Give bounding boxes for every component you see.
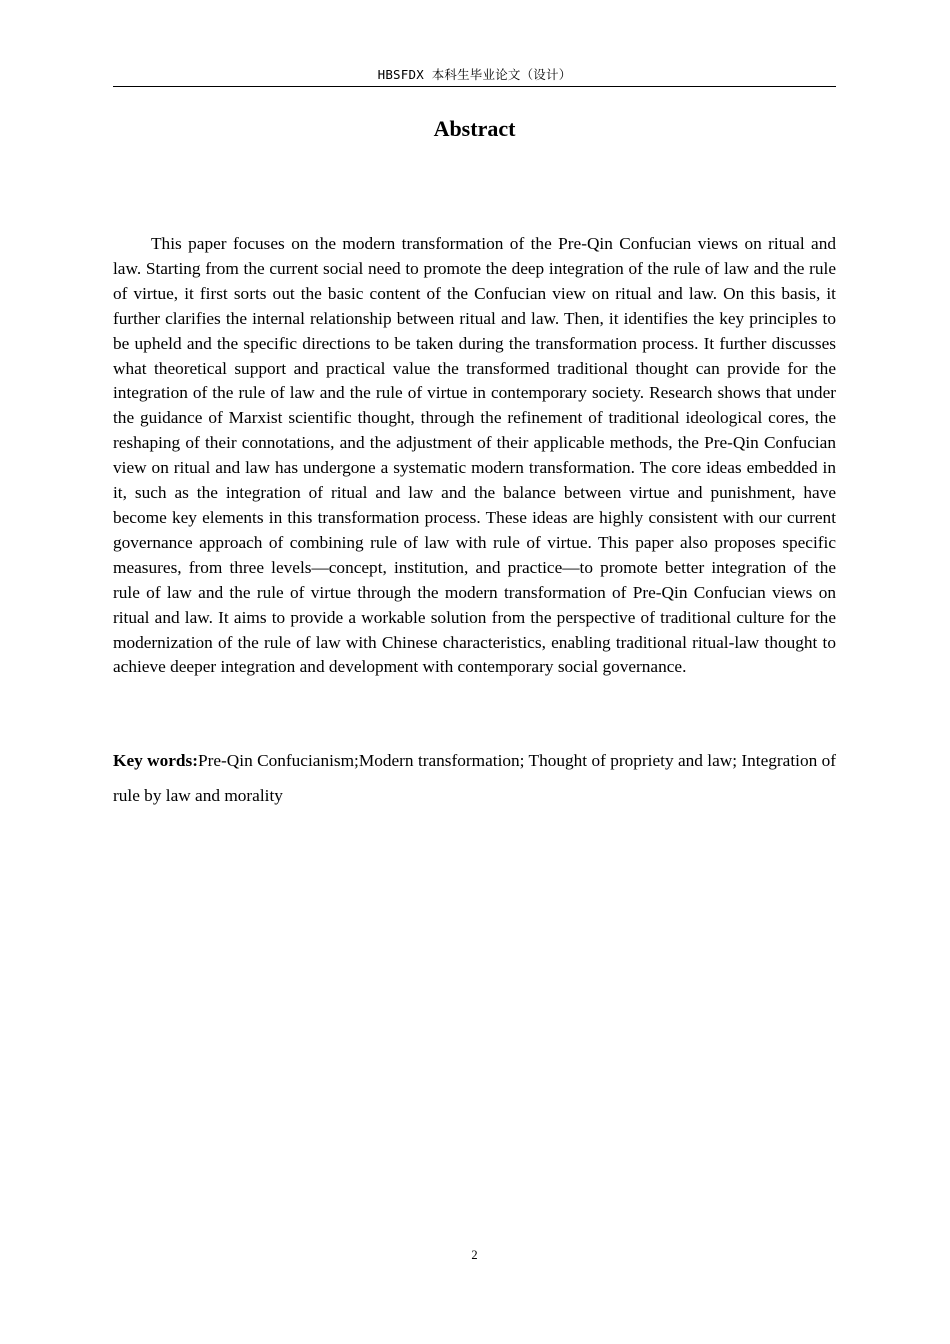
keywords-paragraph [113, 743, 836, 813]
abstract-body: This paper focuses on the modern transformation of the Pre-Qin Confucian views on ritual and law. Starting from the current social need to promote the deep integration of the rule of law and the rule of virtue, it first sorts out the basic content of the Confucian view on ritual and law. On this basis, it further clarifies the internal relationship between ritual and law. Then, it identifies the key principles to be upheld and the specific directions to be taken during the transformation process. It further discusses what theoretical support and practical value the transformed traditional thought can provide for the integration of the rule of law and the rule of virtue in contemporary society. Research shows that under the guidance of Marxist scientific thought, through the refinement of traditional ideological cores, the reshaping of their connotations, and the adjustment of their applicable methods, the Pre-Qin Confucian view on ritual and law has undergone a systematic modern transformation. The core ideas embedded in it, such as the integration of ritual and law and the balance between virtue and punishment, have become key elements in this transformation process. These ideas are highly consistent with our current governance approach of combining rule of law with rule of virtue. This paper also proposes specific measures, from three levels—concept, institution, and practice—to promote better integration of the rule of law and the rule of virtue through the modern transformation of Pre-Qin Confucian views on ritual and law. It aims to provide a workable solution from the perspective of traditional culture for the modernization of the rule of law with Chinese characteristics, enabling traditional ritual-law thought to achieve deeper integration and development with contemporary social governance. [113, 234, 836, 677]
header-rule [113, 86, 836, 87]
abstract-title: Abstract [433, 116, 516, 141]
running-header: HBSFDX 本科生毕业论文（设计） [377, 67, 572, 82]
keywords-label: Key words: [113, 751, 199, 770]
keywords-text: Pre-Qin Confucianism;Modern transformation; Thought of propriety and law; Integration of rule by law and morality [113, 751, 836, 805]
page-number: 2 [471, 1248, 478, 1262]
